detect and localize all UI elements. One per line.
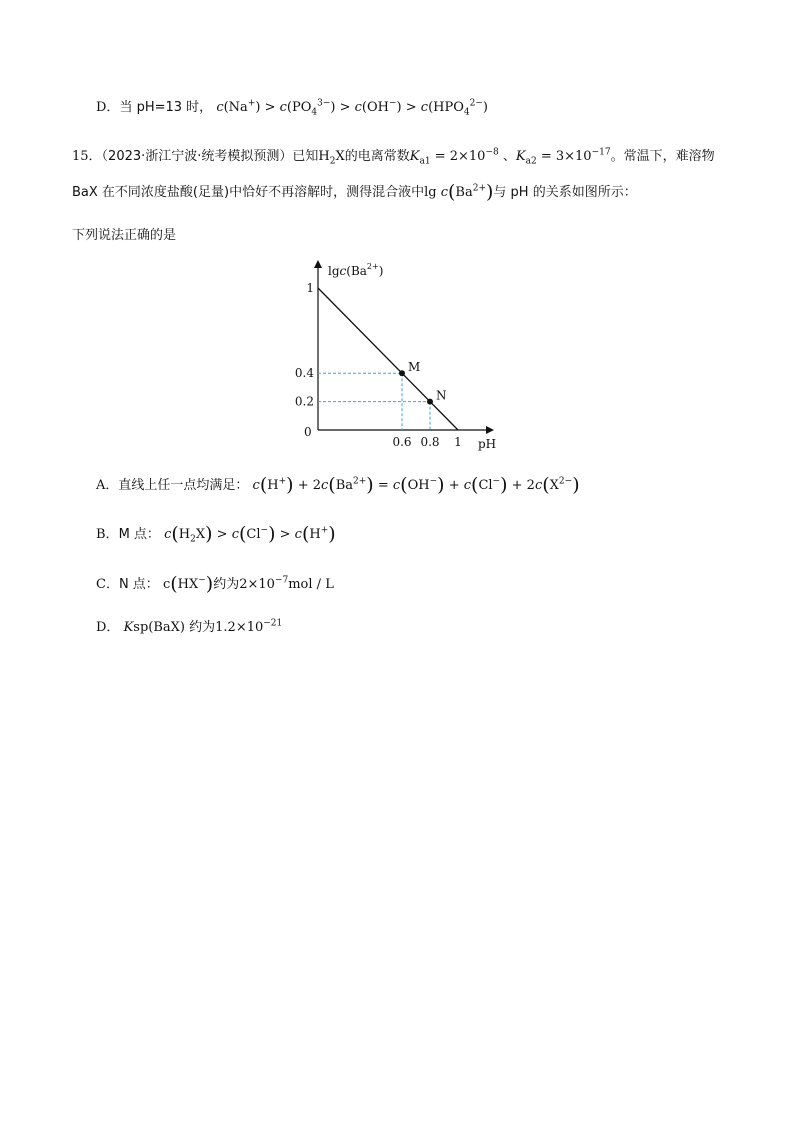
option-d xyxy=(96,618,282,638)
formula-h2x: $H_2X$ xyxy=(318,149,345,167)
option-a-expression: $c(H^+) + 2c(Ba^{2+}) = c(OH^-) + c(Cl^-) + 2c(X^{2-})$ xyxy=(252,474,580,496)
option-label: D． xyxy=(96,100,120,115)
ka2: $K_{a2} = 3\times 10^{-17}$ xyxy=(515,147,611,167)
option-c-expression: c(HX−)约为$2\times 10^{-7}mol / L$ xyxy=(162,573,334,595)
option-expression: $c(Na^+) > c(PO_4^{3-}) > c(OH^-) > c(HPO_4^{2-})$ xyxy=(216,98,488,118)
option-label: C． xyxy=(96,577,119,592)
option-d-expression: Ksp(BaX) 约为$1.2\times 10^{-21}$ xyxy=(123,618,283,635)
question-stem-line-1: 15．（2023·浙江宁波·统考模拟预测）已知$H_2X$的电离常数$K_{a1} = 2\times 10^{-8}$ 、$K_{a2} = 3\times 10^{-17}$。常温下，难溶物 xyxy=(72,147,715,167)
point-N xyxy=(427,399,433,405)
x-axis-label: pH xyxy=(478,437,497,451)
option-a: A．直线上任一点均满足： $c(H^+) + 2c(Ba^{2+}) = c(OH^-) + c(Cl^-) + 2c(X^{2-})$ xyxy=(96,474,580,496)
point-M xyxy=(399,370,405,376)
option-b: B．M 点： $c(H_2X) > c(Cl^-) > c(H^+)$ xyxy=(96,523,336,545)
origin-label: 0 xyxy=(304,425,312,439)
question-stem-line-3: 下列说法正确的是 xyxy=(72,228,177,243)
point-label-N: N xyxy=(436,388,447,403)
x-tick-label: 0.6 xyxy=(392,435,412,449)
data-line xyxy=(318,288,458,430)
y-tick-label: 0.2 xyxy=(294,394,314,409)
question-stem-line-2: BaX 在不同浓度盐酸(足量)中恰好不再溶解时，测得混合液中$\lg c(Ba^{2+})$与 pH 的关系如图所示： xyxy=(72,181,637,203)
y-tick-label: 1 xyxy=(306,281,314,295)
option-lead: 当 pH=13 时， xyxy=(119,100,213,115)
ka1: $K_{a1} = 2\times 10^{-8}$ xyxy=(409,147,499,167)
question-number: 15． xyxy=(72,149,102,164)
point-label-M: M xyxy=(408,360,421,375)
lg-c-ba: $\lg c(Ba^{2+})$ xyxy=(424,181,494,203)
option-c: C．N 点： c(HX−)约为$2\times 10^{-7}mol / L$ xyxy=(96,573,334,595)
option-label: D． xyxy=(96,620,120,635)
option-label: A． xyxy=(96,478,119,493)
x-tick-label: 1 xyxy=(454,435,462,449)
y-tick-label: 0.4 xyxy=(294,366,314,381)
option-b-expression: $c(H_2X) > c(Cl^-) > c(H^+)$ xyxy=(164,523,336,545)
question-source: （2023·浙江宁波·统考模拟预测） xyxy=(101,149,293,164)
option-label: B． xyxy=(96,527,119,542)
x-tick-label: 0.8 xyxy=(420,435,440,449)
y-axis-label: $\lg c(Ba^{2+})$ xyxy=(328,262,384,278)
